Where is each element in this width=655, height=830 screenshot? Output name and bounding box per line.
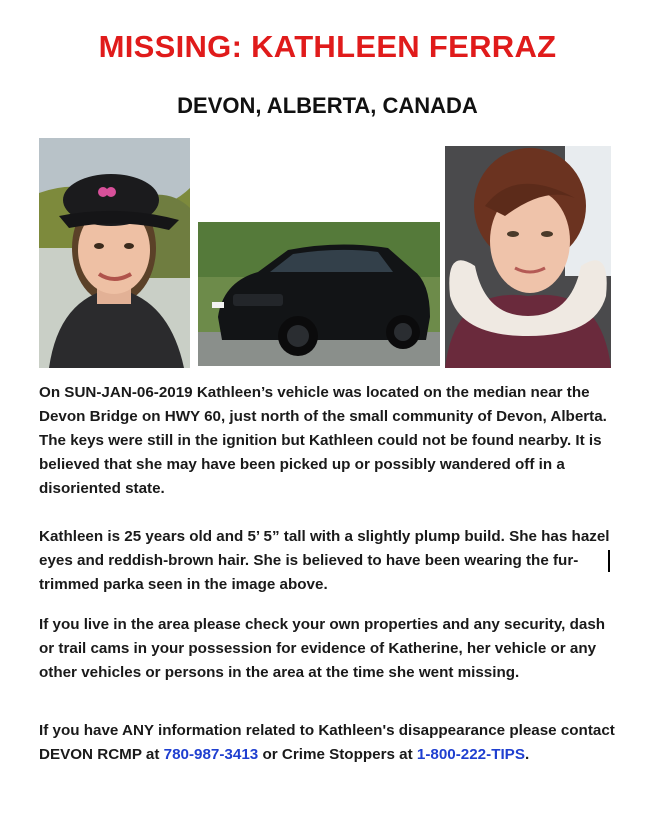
poster-title: MISSING: KATHLEEN FERRAZ [98, 29, 557, 64]
vehicle-found-paragraph: On SUN-JAN-06-2019 Kathleen’s vehicle was located on the median near the Devon Bridge on HWY 60, just north of the small community of Devon, Alberta. The keys were still in the ignition but Kathleen could not be found nearby. It is believed that she may have been picked up or possibly wandered off in a disoriented state. [39, 384, 607, 497]
contact-middle-text: or Crime Stoppers at [258, 746, 417, 763]
photo-woman-cap [39, 138, 190, 368]
contact-suffix-text: . [524, 746, 530, 763]
photo-black-suv [198, 222, 440, 366]
contact-prefix-text: If you have ANY information related to Kathleen's disappearance please contact DEVON RCMP at [39, 722, 615, 763]
photo-woman-parka [445, 146, 611, 368]
contact-paragraph [39, 719, 619, 767]
text-cursor [608, 550, 610, 572]
rcmp-phone-link[interactable]: 780-987-3413 [163, 746, 259, 763]
request-paragraph: If you live in the area please check your own properties and any security, dash or trail cams in your possession for evidence of Katherine, her vehicle or any other vehicles or persons in the area at the time she went missing. [39, 616, 606, 681]
description-paragraph: Kathleen is 25 years old and 5’ 5” tall with a slightly plump build. She has hazel eyes and reddish-brown hair. She is believed to have been wearing the fur-trimmed parka seen in the image above. [39, 528, 610, 593]
crime-stoppers-phone-link[interactable]: 1-800-222-TIPS [416, 746, 525, 763]
location-subtitle: DEVON, ALBERTA, CANADA [177, 93, 478, 118]
